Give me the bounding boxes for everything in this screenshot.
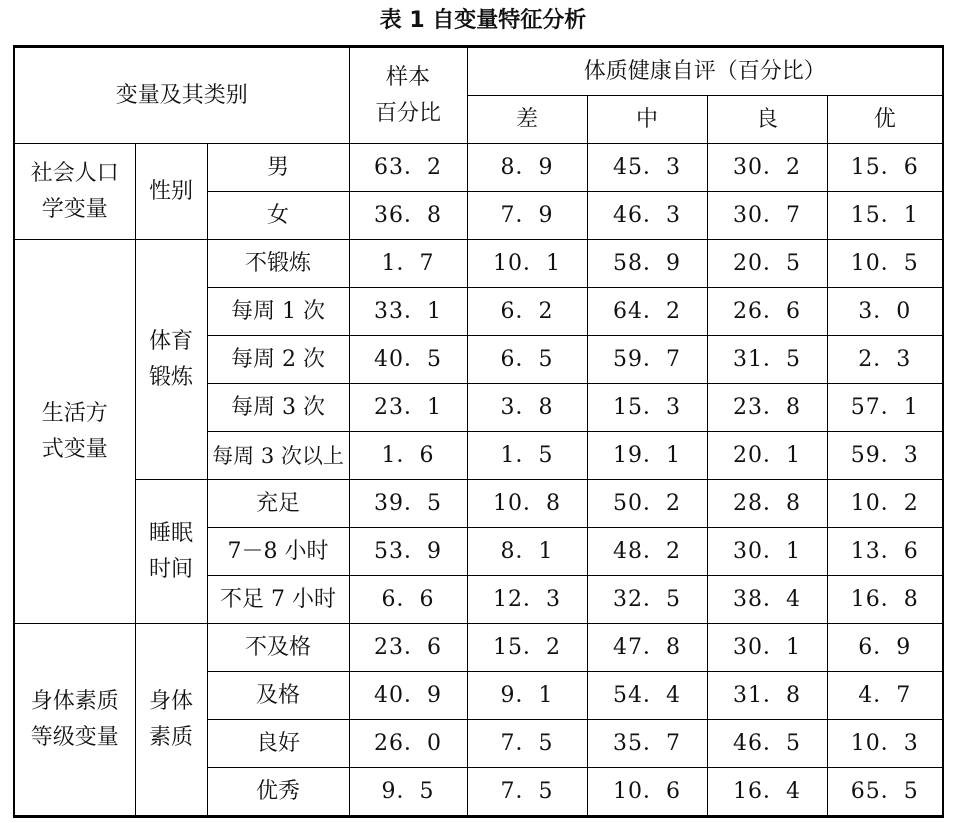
cell-excellent: 3．0	[827, 288, 943, 336]
subgroup-sleep	[135, 480, 207, 624]
cell-sample: 36．8	[349, 192, 467, 240]
row-label: 充足	[207, 480, 349, 528]
cell-sample: 26．0	[349, 720, 467, 768]
group-label-line: 生活方	[41, 400, 108, 426]
good-header: 良	[707, 96, 827, 144]
table-row	[14, 480, 943, 528]
cell-good: 16．4	[707, 768, 827, 817]
cell-good: 46．5	[707, 720, 827, 768]
cell-poor: 1．5	[467, 432, 587, 480]
cell-good: 30．1	[707, 624, 827, 672]
cell-good: 31．5	[707, 336, 827, 384]
cell-poor: 6．2	[467, 288, 587, 336]
cell-medium: 64．2	[587, 288, 707, 336]
row-label: 及格	[207, 672, 349, 720]
cell-good: 30．7	[707, 192, 827, 240]
group-label-line: 式变量	[41, 436, 108, 462]
cell-poor: 7．5	[467, 768, 587, 817]
group-label-line: 社会人口	[30, 160, 119, 186]
cell-poor: 15．2	[467, 624, 587, 672]
excellent-header: 优	[827, 96, 943, 144]
poor-header: 差	[467, 96, 587, 144]
cell-poor: 8．9	[467, 144, 587, 192]
subgroup-label-line: 时间	[148, 556, 193, 582]
row-label: 每周 1 次	[207, 288, 349, 336]
subgroup-gender: 性别	[135, 144, 207, 240]
cell-medium: 15．3	[587, 384, 707, 432]
cell-medium: 54．4	[587, 672, 707, 720]
self-rating-header: 体质健康自评（百分比）	[467, 47, 943, 96]
row-label: 不锻炼	[207, 240, 349, 288]
group-fitness-level	[14, 624, 135, 817]
row-label: 每周 3 次以上	[207, 432, 349, 480]
cell-sample: 39．5	[349, 480, 467, 528]
cell-medium: 47．8	[587, 624, 707, 672]
subgroup-label-line: 睡眠	[148, 520, 193, 546]
cell-sample: 1．7	[349, 240, 467, 288]
subgroup-label-line: 锻炼	[148, 364, 193, 390]
cell-excellent: 10．2	[827, 480, 943, 528]
sample-header-line2: 百分比	[375, 100, 442, 126]
subgroup-exercise	[135, 240, 207, 480]
cell-good: 23．8	[707, 384, 827, 432]
cell-medium: 59．7	[587, 336, 707, 384]
subgroup-label-line: 身体	[148, 688, 193, 714]
sample-header-line1: 样本	[386, 64, 431, 90]
group-demographic	[14, 144, 135, 240]
cell-excellent: 6．9	[827, 624, 943, 672]
cell-good: 30．1	[707, 528, 827, 576]
cell-excellent: 65．5	[827, 768, 943, 817]
cell-good: 38．4	[707, 576, 827, 624]
cell-poor: 7．9	[467, 192, 587, 240]
row-label: 男	[207, 144, 349, 192]
row-label: 每周 2 次	[207, 336, 349, 384]
cell-excellent: 15．1	[827, 192, 943, 240]
cell-sample: 9．5	[349, 768, 467, 817]
cell-excellent: 13．6	[827, 528, 943, 576]
table-row	[14, 240, 943, 288]
var-category-header: 变量及其类别	[14, 47, 349, 144]
cell-excellent: 4．7	[827, 672, 943, 720]
cell-excellent: 10．3	[827, 720, 943, 768]
header-row-1	[14, 47, 943, 96]
cell-poor: 6．5	[467, 336, 587, 384]
cell-medium: 50．2	[587, 480, 707, 528]
cell-medium: 58．9	[587, 240, 707, 288]
cell-poor: 12．3	[467, 576, 587, 624]
group-label-line: 学变量	[41, 196, 108, 222]
cell-excellent: 15．6	[827, 144, 943, 192]
row-label: 女	[207, 192, 349, 240]
cell-sample: 33．1	[349, 288, 467, 336]
row-label: 良好	[207, 720, 349, 768]
subgroup-label-line: 体育	[148, 328, 193, 354]
group-label-line: 身体素质	[30, 688, 119, 714]
cell-poor: 10．1	[467, 240, 587, 288]
cell-poor: 9．1	[467, 672, 587, 720]
row-label: 每周 3 次	[207, 384, 349, 432]
cell-sample: 6．6	[349, 576, 467, 624]
cell-good: 26．6	[707, 288, 827, 336]
medium-header: 中	[587, 96, 707, 144]
row-label: 不足 7 小时	[207, 576, 349, 624]
cell-sample: 63．2	[349, 144, 467, 192]
cell-sample: 40．5	[349, 336, 467, 384]
table-row	[14, 624, 943, 672]
cell-medium: 46．3	[587, 192, 707, 240]
cell-sample: 23．6	[349, 624, 467, 672]
cell-good: 31．8	[707, 672, 827, 720]
cell-excellent: 59．3	[827, 432, 943, 480]
cell-sample: 40．9	[349, 672, 467, 720]
subgroup-physical-quality	[135, 624, 207, 817]
cell-poor: 10．8	[467, 480, 587, 528]
feature-table	[13, 45, 944, 818]
cell-sample: 23．1	[349, 384, 467, 432]
cell-poor: 8．1	[467, 528, 587, 576]
table-row	[14, 144, 943, 192]
group-label-line: 等级变量	[30, 724, 119, 750]
row-label: 不及格	[207, 624, 349, 672]
sample-percent-header	[349, 47, 467, 144]
table-title: 表 1 自变量特征分析	[379, 8, 587, 33]
cell-excellent: 57．1	[827, 384, 943, 432]
cell-medium: 19．1	[587, 432, 707, 480]
cell-medium: 32．5	[587, 576, 707, 624]
cell-good: 30．2	[707, 144, 827, 192]
cell-sample: 53．9	[349, 528, 467, 576]
subgroup-label-line: 素质	[148, 724, 193, 750]
cell-medium: 45．3	[587, 144, 707, 192]
cell-excellent: 2．3	[827, 336, 943, 384]
cell-medium: 35．7	[587, 720, 707, 768]
cell-medium: 10．6	[587, 768, 707, 817]
cell-medium: 48．2	[587, 528, 707, 576]
cell-good: 20．5	[707, 240, 827, 288]
cell-excellent: 10．5	[827, 240, 943, 288]
cell-good: 20．1	[707, 432, 827, 480]
cell-sample: 1．6	[349, 432, 467, 480]
row-label: 7－8 小时	[207, 528, 349, 576]
group-lifestyle	[14, 240, 135, 624]
cell-good: 28．8	[707, 480, 827, 528]
cell-poor: 3．8	[467, 384, 587, 432]
row-label: 优秀	[207, 768, 349, 817]
cell-excellent: 16．8	[827, 576, 943, 624]
cell-poor: 7．5	[467, 720, 587, 768]
